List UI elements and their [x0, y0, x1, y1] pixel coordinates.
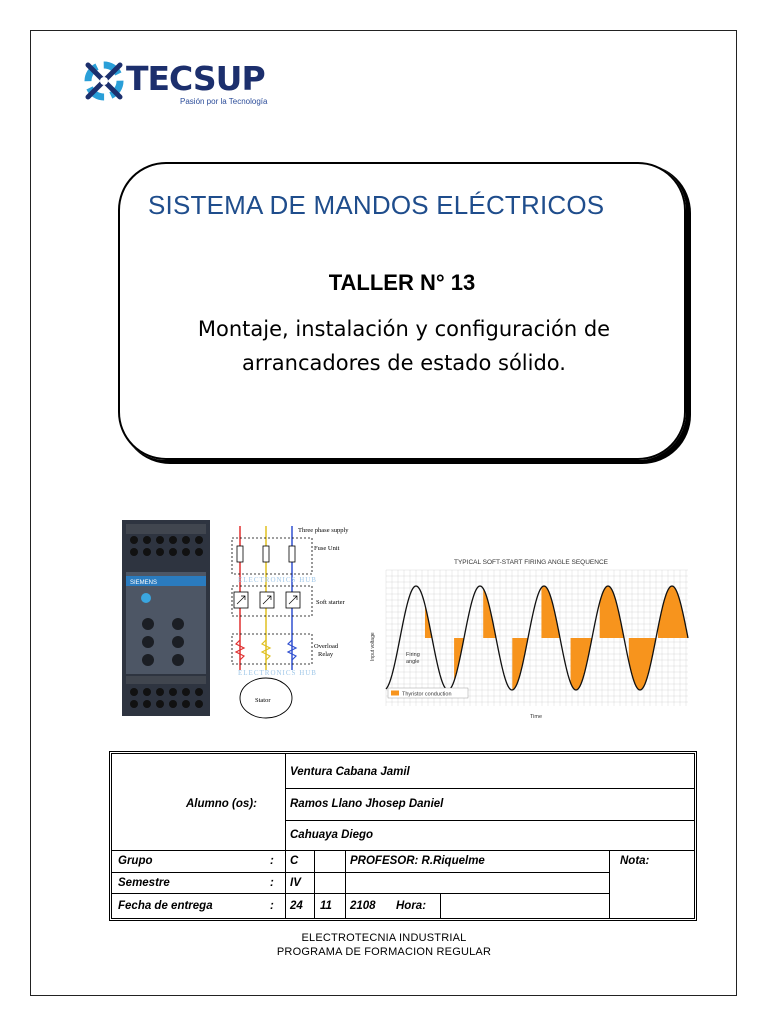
student-name: Ventura Cabana Jamil: [290, 766, 410, 778]
delivery-year: 2108: [350, 899, 376, 912]
delivery-day: 24: [290, 899, 303, 912]
delivery-date-label: Fecha de entrega: [118, 899, 213, 912]
soft-starter-device-image: [122, 520, 210, 716]
tecsup-logo: [80, 55, 280, 111]
group-value: C: [290, 855, 299, 867]
firing-label-1: Firing: [406, 652, 420, 658]
tecsup-logo-icon: [80, 55, 128, 107]
chart-ylabel: Input voltage: [370, 632, 376, 661]
student-name: Cahuaya Diego: [290, 829, 374, 841]
semester-colon: :: [270, 876, 274, 889]
footer-line-1: ELECTROTECNIA INDUSTRIAL: [301, 932, 467, 944]
delivery-date-colon: :: [270, 899, 274, 912]
subtitle-line-1: Montaje, instalación y configuración de: [197, 317, 611, 341]
footer-line-2: PROGRAMA DE FORMACION REGULAR: [276, 946, 492, 958]
stator-label: Stator: [255, 697, 271, 704]
group-label: Grupo: [118, 855, 153, 867]
firing-label-2: angle: [406, 659, 420, 665]
student-name: Ramos Llano Jhosep Daniel: [290, 798, 444, 810]
delivery-month: 11: [320, 899, 332, 912]
title-box: [118, 162, 686, 460]
legend-swatch: [391, 691, 399, 696]
logo-tagline: Pasión por la Tecnología: [180, 97, 268, 106]
semester-label: Semestre: [118, 876, 170, 889]
overload-label-2: Relay: [318, 651, 334, 658]
document-footer: [0, 931, 768, 959]
legend-label: Thyristor conduction: [402, 691, 452, 698]
nota-label: Nota:: [620, 855, 650, 867]
soft-starter-wiring-diagram: [228, 522, 370, 722]
firing-angle-chart: [370, 556, 692, 724]
device-brand: SIEMENS: [130, 580, 158, 586]
watermark-2: ELECTRONICS HUB: [238, 669, 317, 677]
watermark-1: ELECTRONICS HUB: [238, 576, 317, 584]
professor-label: PROFESOR: R.Riquelme: [350, 855, 485, 867]
student-label: Alumno (os):: [186, 798, 257, 810]
chart-xlabel: Time: [530, 714, 543, 720]
subtitle-line-2: arrancadores de estado sólido.: [242, 351, 566, 375]
chart-title: TYPICAL SOFT-START FIRING ANGLE SEQUENCE: [454, 559, 608, 566]
overload-label-1: Overload: [314, 643, 339, 650]
workshop-subtitle: [140, 312, 668, 380]
hora-label: Hora:: [396, 899, 427, 912]
fuse-label: Fuse Unit: [314, 545, 340, 552]
logo-wordmark: TECSUP: [126, 59, 265, 98]
semester-value: IV: [290, 876, 301, 889]
student-info-table: [109, 751, 697, 921]
workshop-title: TALLER N° 13: [328, 270, 476, 295]
soft-starter-label: Soft starter: [316, 599, 345, 606]
supply-label: Three phase supply: [298, 527, 349, 534]
system-title: SISTEMA DE MANDOS ELÉCTRICOS: [148, 190, 605, 220]
group-colon: :: [270, 855, 274, 867]
